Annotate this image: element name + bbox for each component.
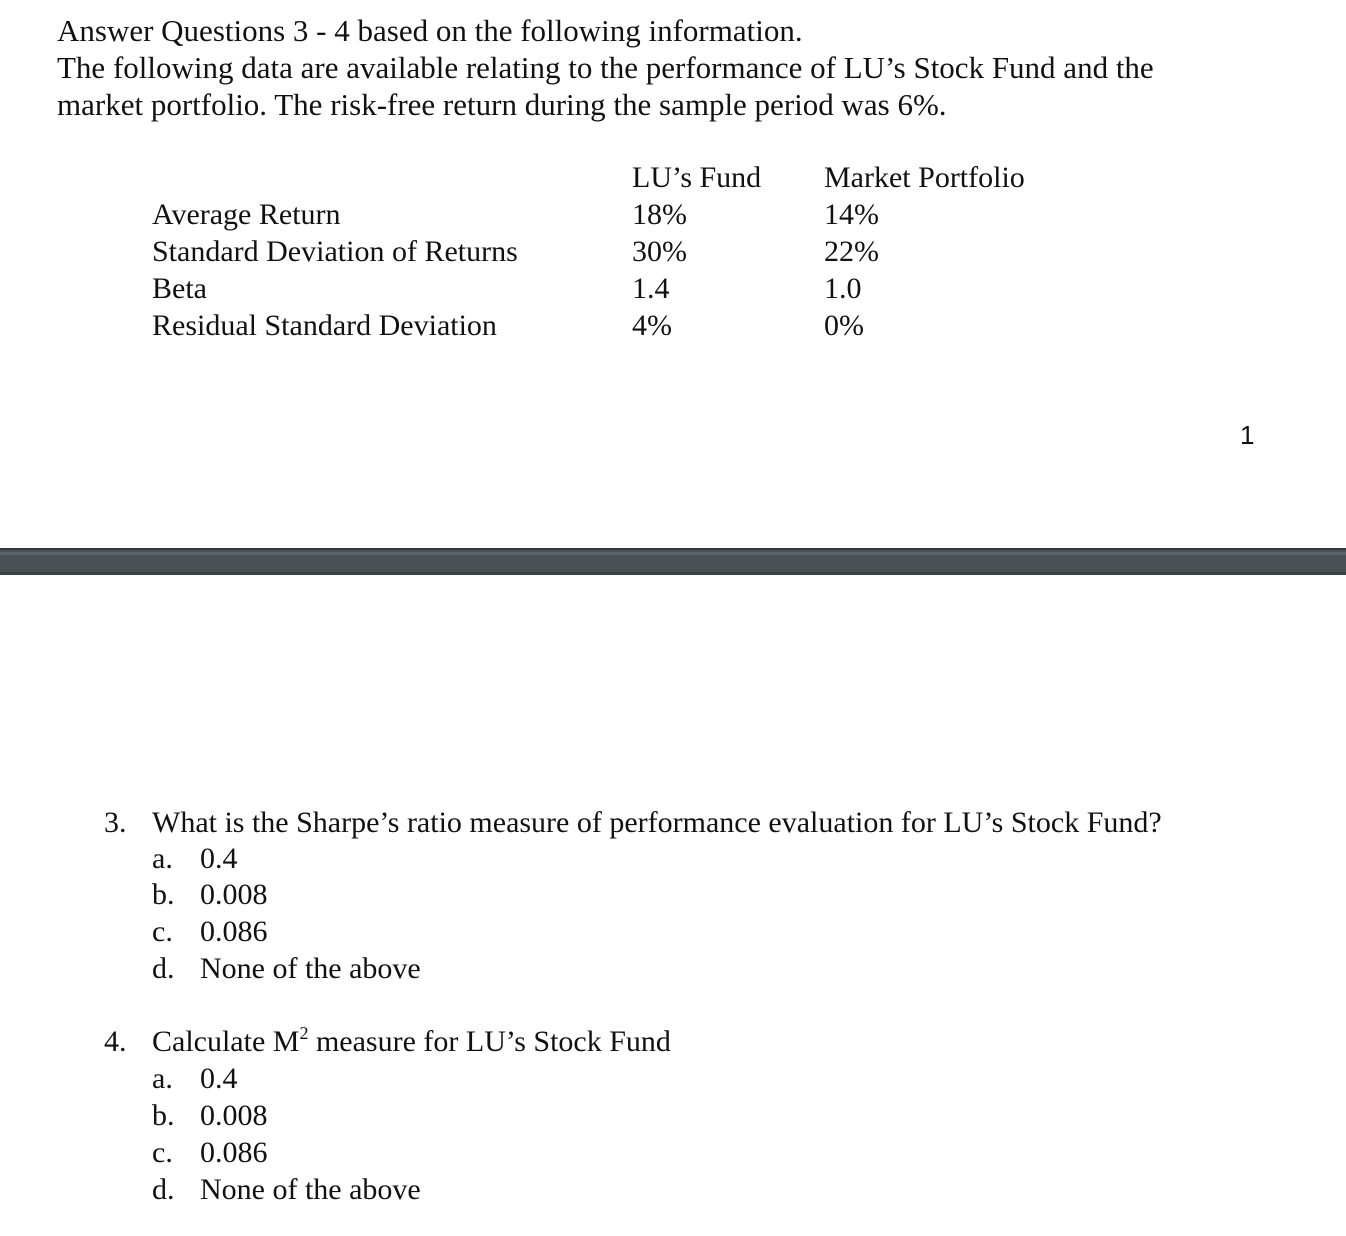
question-text-start: Calculate M xyxy=(152,1025,300,1058)
question-text-end: measure for LU’s Stock Fund xyxy=(308,1025,671,1058)
option-text: None of the above xyxy=(200,1173,421,1206)
market-value: 0% xyxy=(824,309,864,342)
row-label: Average Return xyxy=(152,198,341,231)
superscript: 2 xyxy=(299,1023,309,1043)
page-break-divider xyxy=(0,548,1346,575)
answer-option xyxy=(152,876,268,913)
market-value: 22% xyxy=(824,235,879,268)
header-lu-fund: LU’s Fund xyxy=(632,161,762,194)
option-letter: b. xyxy=(152,1099,175,1132)
lu-fund-value: 18% xyxy=(632,198,687,231)
question-text: What is the Sharpe’s ratio measure of performance evaluation for LU’s Stock Fund? xyxy=(152,806,1162,839)
intro-line: The following data are available relating to the performance of LU’s Stock Fund and the xyxy=(57,50,1154,85)
row-label: Residual Standard Deviation xyxy=(152,309,497,342)
market-value: 14% xyxy=(824,198,879,231)
answer-option xyxy=(152,1134,268,1171)
question-number: 4. xyxy=(104,1025,127,1058)
option-letter: a. xyxy=(152,1062,173,1095)
intro-line: market portfolio. The risk-free return during the sample period was 6%. xyxy=(57,87,947,122)
page-break-highlight xyxy=(0,552,1346,555)
row-label: Beta xyxy=(152,272,207,305)
option-letter: c. xyxy=(152,915,173,948)
answer-option xyxy=(152,913,268,950)
option-text: 0.008 xyxy=(200,1099,268,1132)
lu-fund-value: 1.4 xyxy=(632,272,670,305)
answer-option xyxy=(152,1097,268,1134)
option-letter: d. xyxy=(152,952,175,985)
option-letter: b. xyxy=(152,878,175,911)
answer-option xyxy=(152,1171,421,1208)
question-text xyxy=(152,1023,671,1060)
option-letter: a. xyxy=(152,842,173,875)
answer-option xyxy=(152,840,238,877)
option-text: None of the above xyxy=(200,952,421,985)
option-letter: d. xyxy=(152,1173,175,1206)
lu-fund-value: 30% xyxy=(632,235,687,268)
answer-option xyxy=(152,1060,238,1097)
option-letter: c. xyxy=(152,1136,173,1169)
page-number: 1 xyxy=(1240,420,1255,450)
option-text: 0.008 xyxy=(200,878,268,911)
option-text: 0.4 xyxy=(200,842,238,875)
option-text: 0.086 xyxy=(200,1136,268,1169)
intro-line: Answer Questions 3 - 4 based on the following information. xyxy=(57,13,803,48)
question-number: 3. xyxy=(104,806,127,839)
answer-option xyxy=(152,950,421,987)
header-market-portfolio: Market Portfolio xyxy=(824,161,1025,194)
market-value: 1.0 xyxy=(824,272,862,305)
performance-table xyxy=(0,0,1346,360)
option-text: 0.086 xyxy=(200,915,268,948)
option-text: 0.4 xyxy=(200,1062,238,1095)
row-label: Standard Deviation of Returns xyxy=(152,235,518,268)
lu-fund-value: 4% xyxy=(632,309,672,342)
